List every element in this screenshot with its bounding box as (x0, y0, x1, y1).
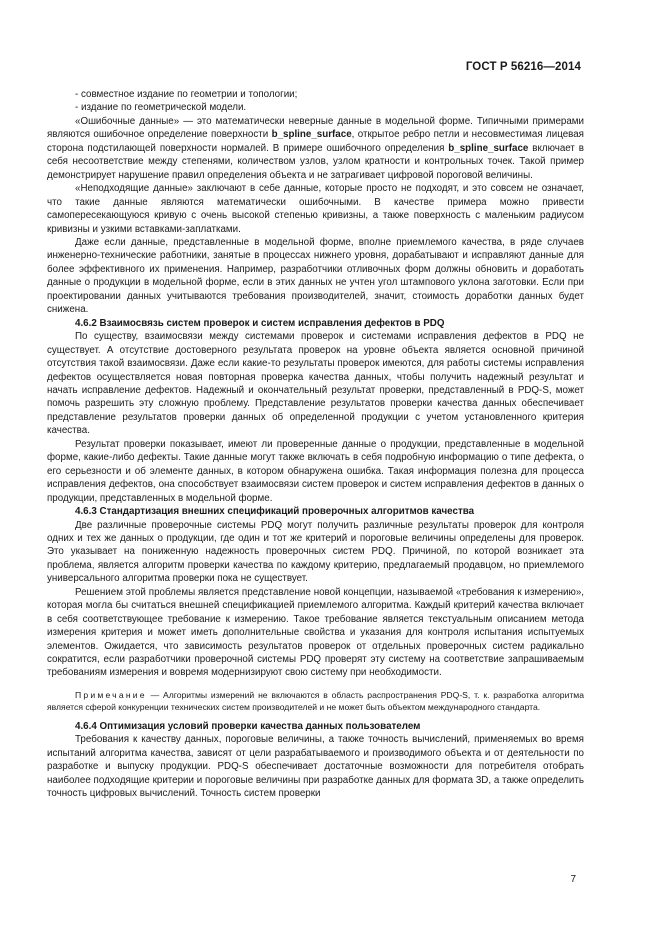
list-item: - издание по геометрической модели. (75, 102, 247, 114)
paragraph: Результат проверки показывает, имеют ли проверенные данные о продукции, представленные в модельной форме, какие-либо дефекты. Такие данные могут также включать в себя подробную информацию о типе дефекта, о его серьезности и об элементе данных, в котором обнаружена ошибка. Такая информация полезна для процесса исправления дефектов, она способствует взаимосвязи систем проверок и систем исправления дефектов в данных о продукции, представленных в модельной форме. (47, 438, 584, 504)
text-span: «Ошибочные данные» — это математически неверные данные в модельной форме. Типичными примерами являются ошибочное определение поверхности (47, 115, 584, 141)
paragraph-even-if: Даже если данные, представленные в модельной форме, вполне приемлемого качества, в ряде случаев инженерно-технические работники, занятые в процессах нижнего уровня, дорабатывают и исправляют данные для более эффективного их применения. Например, разработчики отливочных форм должны обновить и доработать данные о продукции в модельной форме, если в этих данных не учтен угол штампового уклона заготовки. Если при проектировании данных учитываются требования производителей, значит, стоимость доработки данных будет снижена. (47, 236, 584, 316)
text-span: включает в себя несоответствие между степенями, количеством узлов, узлом кратности и контрольных точек. Такой пример демонстрирует нарушение правил определения объекта и не затрагивает цифровой пороговой величины. (47, 142, 584, 181)
paragraph: Требования к качеству данных, пороговые величины, а также точность вычислений, применяемых во время испытаний алгоритма качества, зависят от цели разрабатываемого и производимого объекта и от деятельности по разработке и выпуску продукции. PDQ-S обеспечивает достаточные возможности для потребителя отобрать наиболее подходящие критерии и пороговые величины при разработке данных для формата 3D, а также определить точность цифровых вычислений. Точность систем проверки (47, 734, 584, 800)
list-item: - совместное издание по геометрии и топологии; (75, 89, 298, 100)
paragraph: По существу, взаимосвязи между системами проверок и системами исправления дефектов в PDQ не существует. А отсутствие достоверного результата проверок на уровне объекта является основной причиной отсутствия такой взаимосвязи. Даже если какие-то результаты проверок имеются, для работы системы исправления дефектов осуществляется новая повторная проверка качества данных, чтобы получить надежный результат и начать исправление дефектов. Надежный и окончательный результат проверки, представленный в PDQ-S, может помочь разрешить эту сложную проблему. Представление результатов проверки качества данных обеспечивает представление результатов проверки данных об определенной продукции с учетом установленного критерия качества. (47, 331, 584, 437)
section-heading-4-6-2: 4.6.2 Взаимосвязь систем проверок и систем исправления дефектов в PDQ (75, 317, 445, 329)
note-label: Примечание (75, 689, 147, 700)
section-heading-4-6-4: 4.6.4 Оптимизация условий проверки качества данных пользователем (75, 720, 421, 732)
term-b-spline-surface: b_spline_surface (448, 142, 529, 154)
paragraph: Две различные проверочные системы PDQ могут получить различные результаты проверок для контроля одних и тех же данных о продукции, где один и тот же критерий и пороговые величины определены для проверок. Это указывает на пониженную надежность проверочных систем PDQ. Причиной, по которой возникает эта проблема, является алгоритм проверки качества по каждому критерию, предлагаемый продавцом, но приемлемого универсального алгоритма проверки пока не существует. (47, 519, 584, 585)
paragraph-unsuitable-data: «Неподходящие данные» заключают в себе данные, которые просто не подходят, и это совсем не означает, что такие данные являются математически ошибочными. В качестве примера можно привести самопересекающуюся кривую с очень высокой степенью кривизны, а также поверхность с маленьким радиусом кривизны и узкими вставками-заплатками. (47, 183, 584, 235)
document-body (47, 88, 584, 801)
section-heading-4-6-3: 4.6.3 Стандартизация внешних спецификаций проверочных алгоритмов качества (75, 506, 475, 518)
term-b-spline-surface: b_spline_surface (271, 129, 352, 141)
note-text: — Алгоритмы измерений не включаются в область распространения PDQ-S, т. к. разработка алгоритма является сферой конкуренции технических систем производителей и не может быть объектом международного стандарта. (47, 689, 584, 712)
paragraph: Решением этой проблемы является представление новой концепции, называемой «требования к измерению», которая могла бы считаться внешней спецификацией приемлемого алгоритма. Каждый критерий качества включает в себя соответствующее требование к измерению. Такое требование является текстуальным описанием метода измерения критерия и может иметь дополнительные свойства и указания для контроля испытания испытуемых элементов. Ожидается, что зависимость результатов проверок от отдельных проверочных систем радикально сократится, если разработчики проверочной системы PDQ проверят эту систему на соответствие запрашиваемым требованиям измерения и вовремя модернизируют свою систему при необходимости. (47, 586, 584, 679)
standard-header: ГОСТ Р 56216—2014 (465, 61, 581, 73)
text-span: , открытое ребро петли и несовместимая лицевая сторона подстилающей поверхности нормалей. В примере ошибочного определения (47, 129, 584, 154)
note (47, 689, 584, 713)
page-number: 7 (570, 874, 576, 885)
paragraph-erroneous-data (47, 115, 584, 182)
